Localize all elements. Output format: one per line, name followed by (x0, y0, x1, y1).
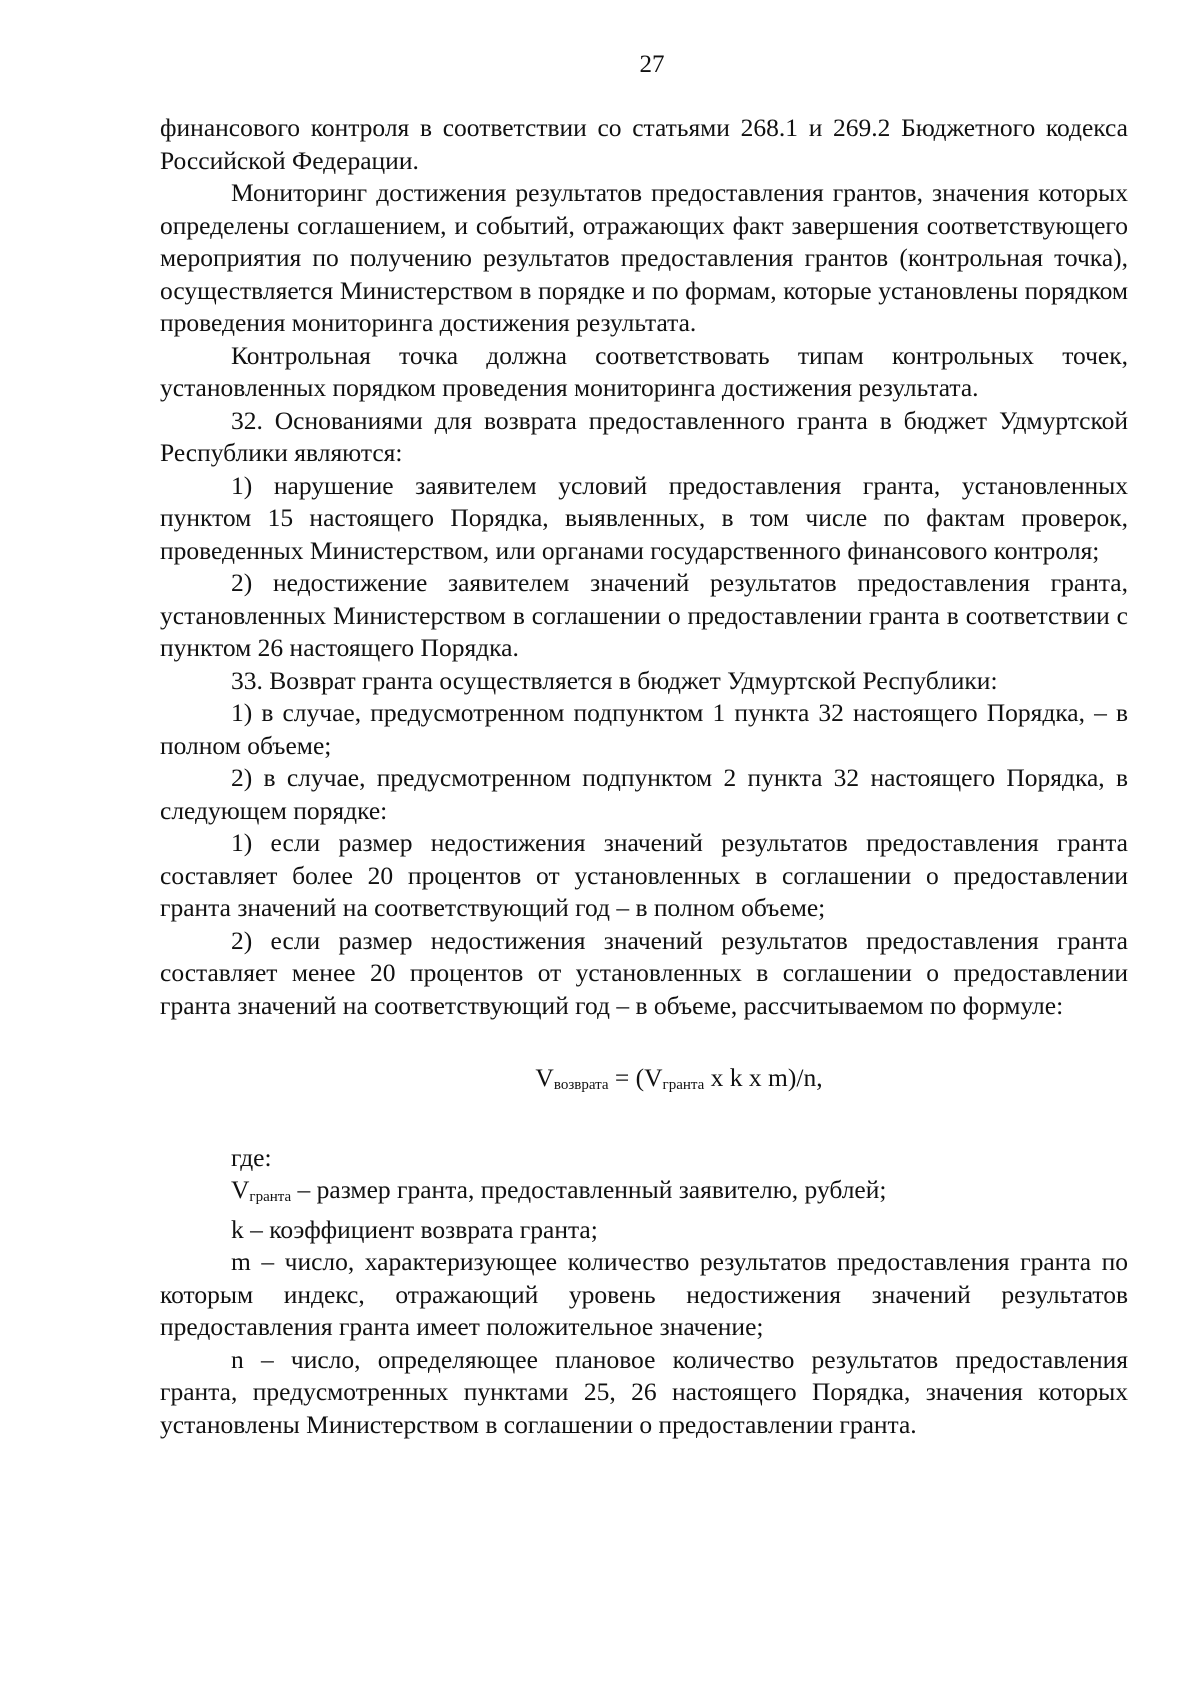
page-number: 27 (639, 51, 665, 78)
definition-vgrant (160, 1174, 1128, 1214)
paragraph-subitem-2: 2) если размер недостижения значений результатов предоставления гранта составляет менее 20 процентов от установленных в соглашении о предоставлении гранта значений на соответствующий год – в объеме, рассчитываемом по формуле: (160, 925, 1128, 1020)
paragraph-clause-33-item-1: 1) в случае, предусмотренном подпунктом 1 пункта 32 настоящего Порядка, – в полном объеме; (160, 698, 1128, 760)
paragraph-clause-33: 33. Возврат гранта осуществляется в бюджет Удмуртской Республики: (231, 665, 998, 695)
formula-sub-return: возврата (553, 1077, 609, 1093)
paragraph-continuation: финансового контроля в соответствии со статьями 268.1 и 269.2 Бюджетного кодекса Российской Федерации. (160, 113, 1128, 175)
definition-n: n – число, определяющее плановое количество результатов предоставления гранта, предусмотренных пунктами 25, 26 настоящего Порядка, значения которых установлены Министерством в соглашении о предоставлении гранта. (160, 1344, 1128, 1439)
definition-k: k – коэффициент возврата гранта; (231, 1214, 598, 1244)
formula-rest: x k x m)/n, (704, 1063, 823, 1092)
definition-vgrant-symbol: V (231, 1175, 250, 1204)
formula-equals: = (V (608, 1063, 663, 1092)
definition-m: m – число, характеризующее количество результатов предоставления гранта по которым индекс, отражающий уровень недостижения значений результатов предоставления гранта имеет положительное значение; (160, 1247, 1128, 1341)
paragraph-clause-32-item-1: 1) нарушение заявителем условий предоставления гранта, установленных пунктом 15 настоящего Порядка, выявленных, в том числе по фактам проверок, проведенных Министерством, или органами государственного финансового контроля; (160, 470, 1128, 565)
document-body (160, 112, 1128, 1441)
definition-where: где: (231, 1142, 272, 1172)
paragraph-clause-32-item-2: 2) недостижение заявителем значений результатов предоставления гранта, установленных Министерством в соглашении о предоставлении гранта в соответствии с пунктом 26 настоящего Порядка. (160, 568, 1128, 662)
paragraph-clause-32: 32. Основаниями для возврата предоставленного гранта в бюджет Удмуртской Республики являются: (160, 405, 1128, 467)
paragraph-subitem-1: 1) если размер недостижения значений результатов предоставления гранта составляет более 20 процентов от установленных в соглашении о предоставлении гранта значений на соответствующий год – в полном объеме; (160, 828, 1128, 922)
return-formula (160, 1062, 1128, 1102)
paragraph-clause-33-item-2: 2) в случае, предусмотренном подпунктом 2 пункта 32 настоящего Порядка, в следующем порядке: (160, 763, 1128, 825)
paragraph-control-point: Контрольная точка должна соответствовать типам контрольных точек, установленных порядком проведения мониторинга достижения результата. (160, 340, 1128, 402)
definition-vgrant-text: – размер гранта, предоставленный заявителю, рублей; (291, 1175, 887, 1204)
paragraph-monitoring: Мониторинг достижения результатов предоставления грантов, значения которых определены соглашением, и событий, отражающих факт завершения соответствующего мероприятия по получению результатов предоставления грантов (контрольная точка), осуществляется Министерством в порядке и по формам, которые установлены порядком проведения мониторинга достижения результата. (160, 178, 1128, 337)
formula-sub-grant: гранта (662, 1077, 705, 1093)
formula-v-symbol: V (535, 1063, 554, 1092)
definition-vgrant-sub: гранта (249, 1189, 292, 1205)
